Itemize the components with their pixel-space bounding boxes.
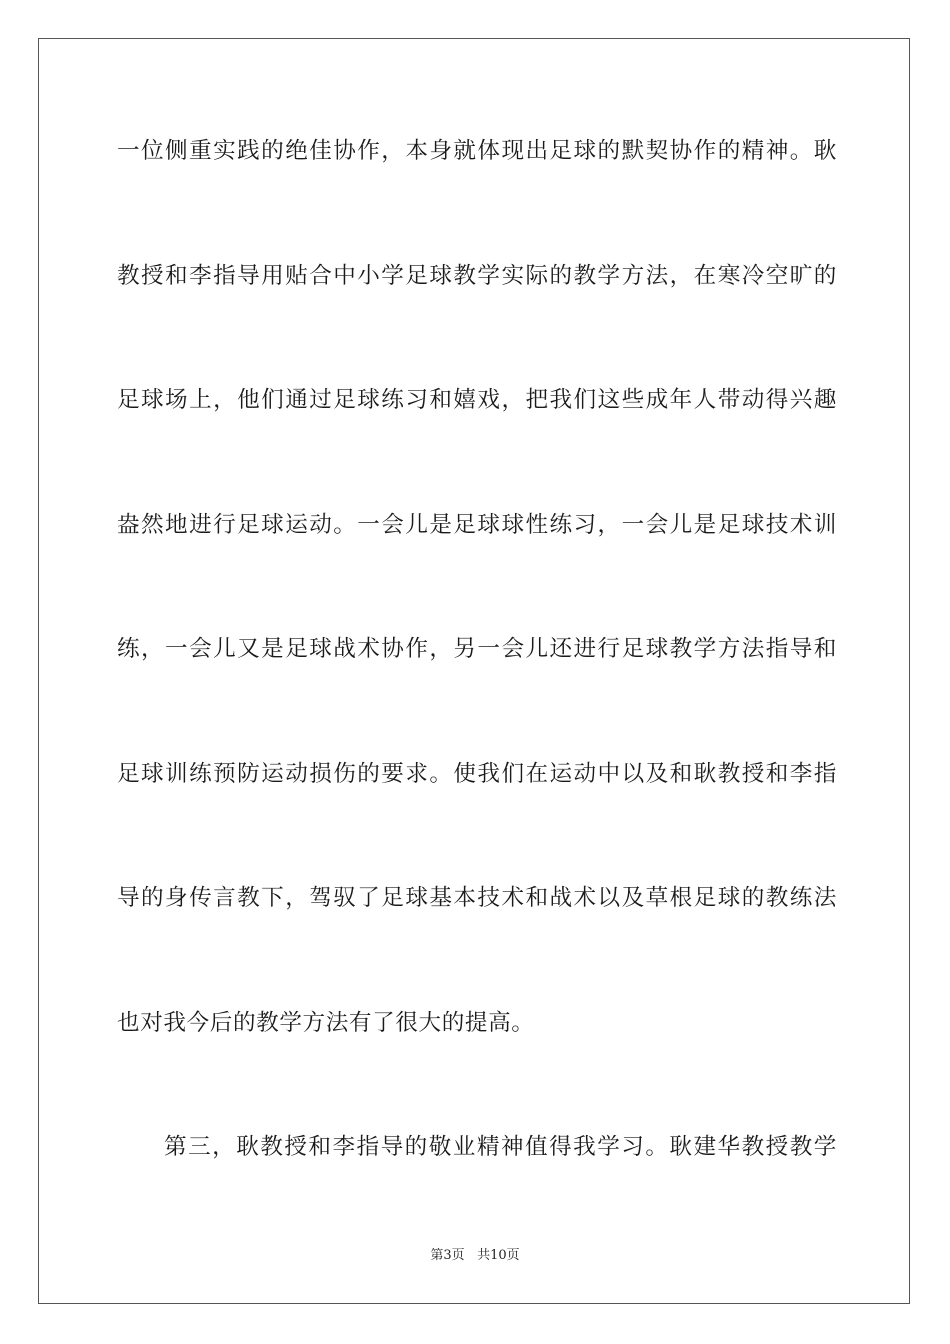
body-line: 导的身传言教下，驾驭了足球基本技术和战术以及草根足球的教练法: [117, 885, 837, 911]
page-footer: [0, 1247, 950, 1265]
body-line: 盎然地进行足球运动。一会儿是足球球性练习，一会儿是足球技术训: [117, 512, 837, 538]
body-line: 足球场上，他们通过足球练习和嬉戏，把我们这些成年人带动得兴趣: [117, 387, 837, 413]
body-line: 也对我今后的教学方法有了很大的提高。: [117, 1010, 535, 1036]
body-line: 足球训练预防运动损伤的要求。使我们在运动中以及和耿教授和李指: [117, 761, 837, 787]
body-line: 教授和李指导用贴合中小学足球教学实际的教学方法，在寒冷空旷的: [117, 263, 837, 289]
body-line: 练，一会儿又是足球战术协作，另一会儿还进行足球教学方法指导和: [117, 636, 837, 662]
page-number: 第3页: [430, 1248, 465, 1263]
paragraph-first-line: 第三，耿教授和李指导的敬业精神值得我学习。耿建华教授教学: [164, 1134, 837, 1160]
body-line: 一位侧重实践的绝佳协作，本身就体现出足球的默契协作的精神。耿: [117, 138, 837, 164]
page-total: 共10页: [477, 1248, 520, 1263]
page-border: [38, 38, 910, 1304]
